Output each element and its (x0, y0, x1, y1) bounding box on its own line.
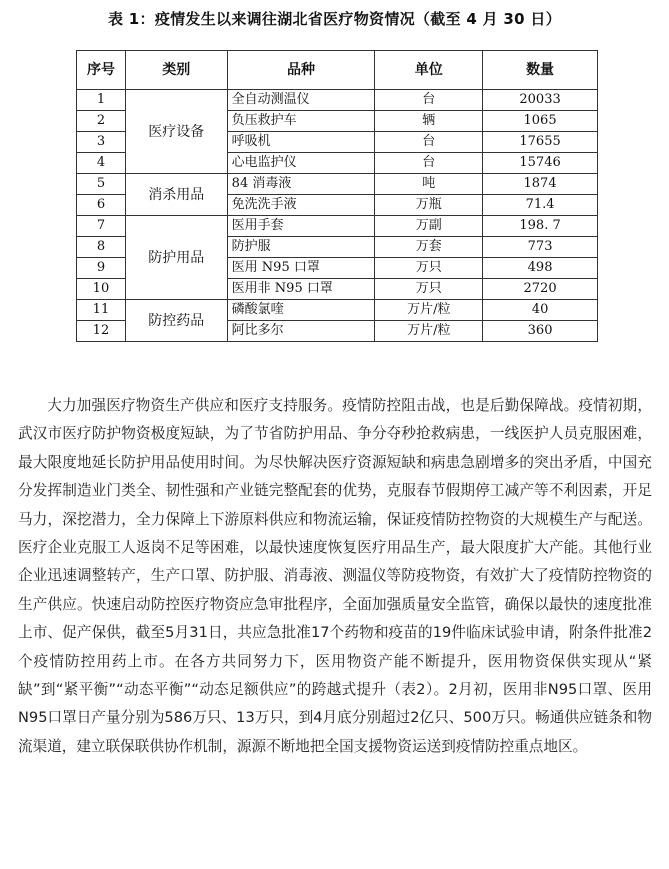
header-category: 类别 (125, 51, 227, 90)
row-item: 84 消毒液 (227, 174, 375, 195)
row-item: 医用非 N95 口罩 (227, 279, 375, 300)
row-item: 阿比多尔 (227, 321, 375, 342)
row-quantity: 71.4 (483, 195, 598, 216)
category-cell: 医疗设备 (125, 90, 227, 174)
row-quantity: 17655 (483, 132, 598, 153)
category-cell: 防控药品 (125, 300, 227, 342)
table-header-row (77, 51, 598, 90)
row-no: 8 (77, 237, 126, 258)
row-unit: 辆 (375, 111, 483, 132)
row-no: 1 (77, 90, 126, 111)
row-unit: 万片/粒 (375, 300, 483, 321)
row-item: 磷酸氯喹 (227, 300, 375, 321)
row-item: 医用 N95 口罩 (227, 258, 375, 279)
row-item: 全自动测温仪 (227, 90, 375, 111)
header-unit: 单位 (375, 51, 483, 90)
row-unit: 万副 (375, 216, 483, 237)
row-no: 2 (77, 111, 126, 132)
row-quantity: 15746 (483, 153, 598, 174)
row-unit: 万只 (375, 258, 483, 279)
row-no: 10 (77, 279, 126, 300)
row-no: 4 (77, 153, 126, 174)
table-row (77, 300, 598, 321)
table-row (77, 216, 598, 237)
body-paragraph: 大力加强医疗物资生产供应和医疗支持服务。疫情防控阻击战，也是后勤保障战。疫情初期，武汉市医疗防护物资极度短缺，为了节省防护用品、争分夺秒抢救病患，一线医护人员克服困难，最大限度地延长防护用品使用时间。为尽快解决医疗资源短缺和病患急剧增多的突出矛盾，中国充分发挥制造业门类全、韧性强和产业链完整配套的优势，克服春节假期停工减产等不利因素，开足马力，深挖潜力，全力保障上下游原料供应和物流运输，保证疫情防控物资的大规模生产与配送。医疗企业克服工人返岗不足等困难，以最快速度恢复医疗用品生产，最大限度扩大产能。其他行业企业迅速调整转产，生产口罩、防护服、消毒液、测温仪等防疫物资，有效扩大了疫情防控物资的生产供应。快速启动防控医疗物资应急审批程序，全面加强质量安全监管，确保以最快的速度批准上市、促产保供，截至5月31日，共应急批准17个药物和疫苗的19件临床试验申请，附条件批准2个疫情防控用药上市。在各方共同努力下，医用物资产能不断提升，医用物资保供实现从“紧缺”到“紧平衡”“动态平衡”“动态足额供应”的跨越式提升（表2）。2月初，医用非N95口罩、医用N95口罩日产量分别为586万只、13万只，到4月底分别超过2亿只、500万只。畅通供应链条和物流渠道，建立联保联供协作机制，源源不断地把全国支援物资运送到疫情防控重点地区。 (18, 397, 652, 755)
row-unit: 台 (375, 153, 483, 174)
row-item: 心电监护仪 (227, 153, 375, 174)
row-no: 9 (77, 258, 126, 279)
row-quantity: 20033 (483, 90, 598, 111)
row-unit: 台 (375, 132, 483, 153)
row-unit: 万只 (375, 279, 483, 300)
row-no: 11 (77, 300, 126, 321)
row-quantity: 1874 (483, 174, 598, 195)
row-unit: 万片/粒 (375, 321, 483, 342)
row-quantity: 40 (483, 300, 598, 321)
row-unit: 台 (375, 90, 483, 111)
row-unit: 吨 (375, 174, 483, 195)
row-no: 7 (77, 216, 126, 237)
row-no: 5 (77, 174, 126, 195)
row-item: 呼吸机 (227, 132, 375, 153)
row-item: 免洗洗手液 (227, 195, 375, 216)
row-item: 防护服 (227, 237, 375, 258)
row-quantity: 498 (483, 258, 598, 279)
medical-supplies-table (76, 50, 598, 342)
table-row (77, 174, 598, 195)
header-item: 品种 (227, 51, 375, 90)
row-item: 医用手套 (227, 216, 375, 237)
header-no: 序号 (77, 51, 126, 90)
row-quantity: 2720 (483, 279, 598, 300)
row-no: 3 (77, 132, 126, 153)
row-quantity: 360 (483, 321, 598, 342)
table-row (77, 90, 598, 111)
row-quantity: 1065 (483, 111, 598, 132)
row-no: 12 (77, 321, 126, 342)
row-no: 6 (77, 195, 126, 216)
row-item: 负压救护车 (227, 111, 375, 132)
category-cell: 消杀用品 (125, 174, 227, 216)
row-quantity: 773 (483, 237, 598, 258)
category-cell: 防护用品 (125, 216, 227, 300)
table-caption: 表 1：疫情发生以来调往湖北省医疗物资情况（截至 4 月 30 日） (107, 10, 562, 28)
row-quantity: 198. 7 (483, 216, 598, 237)
row-unit: 万套 (375, 237, 483, 258)
row-unit: 万瓶 (375, 195, 483, 216)
header-quantity: 数量 (483, 51, 598, 90)
